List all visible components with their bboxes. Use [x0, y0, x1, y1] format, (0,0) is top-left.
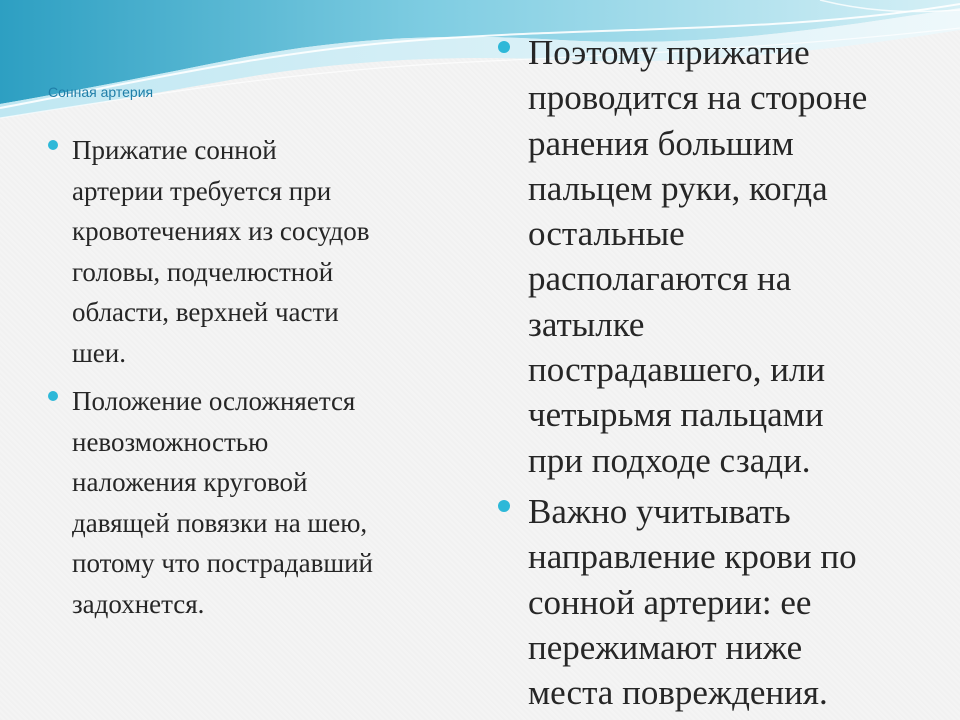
bullet-text: Прижатие сонной артерии требуется при кровотечениях из сосудов головы, подчелюстной области, верхней части шеи.: [72, 135, 370, 368]
bullet-item: [48, 381, 468, 624]
left-bullet-list: [48, 130, 468, 632]
bullet-text: Важно учитывать направление крови по сонной артерии: ее пережимают ниже места повреждения.: [528, 491, 857, 713]
bullet-text: Положение осложняется невозможностью наложения круговой давящей повязки на шею, потому что пострадавший задохнется.: [72, 386, 374, 619]
bullet-item: [48, 130, 468, 373]
bullet-dot-icon: [48, 391, 58, 401]
right-bullet-list: [498, 30, 938, 720]
bullet-item: [498, 489, 938, 715]
slide-title: Сонная артерия: [48, 84, 154, 100]
bullet-text: Поэтому прижатие проводится на стороне ранения большим пальцем руки, когда остальные располагаются на затылке пострадавшего, или четырьмя пальцами при подходе сзади.: [528, 33, 868, 480]
bullet-dot-icon: [498, 41, 510, 53]
bullet-dot-icon: [48, 140, 58, 150]
bullet-dot-icon: [498, 500, 510, 512]
bullet-item: [498, 30, 938, 483]
